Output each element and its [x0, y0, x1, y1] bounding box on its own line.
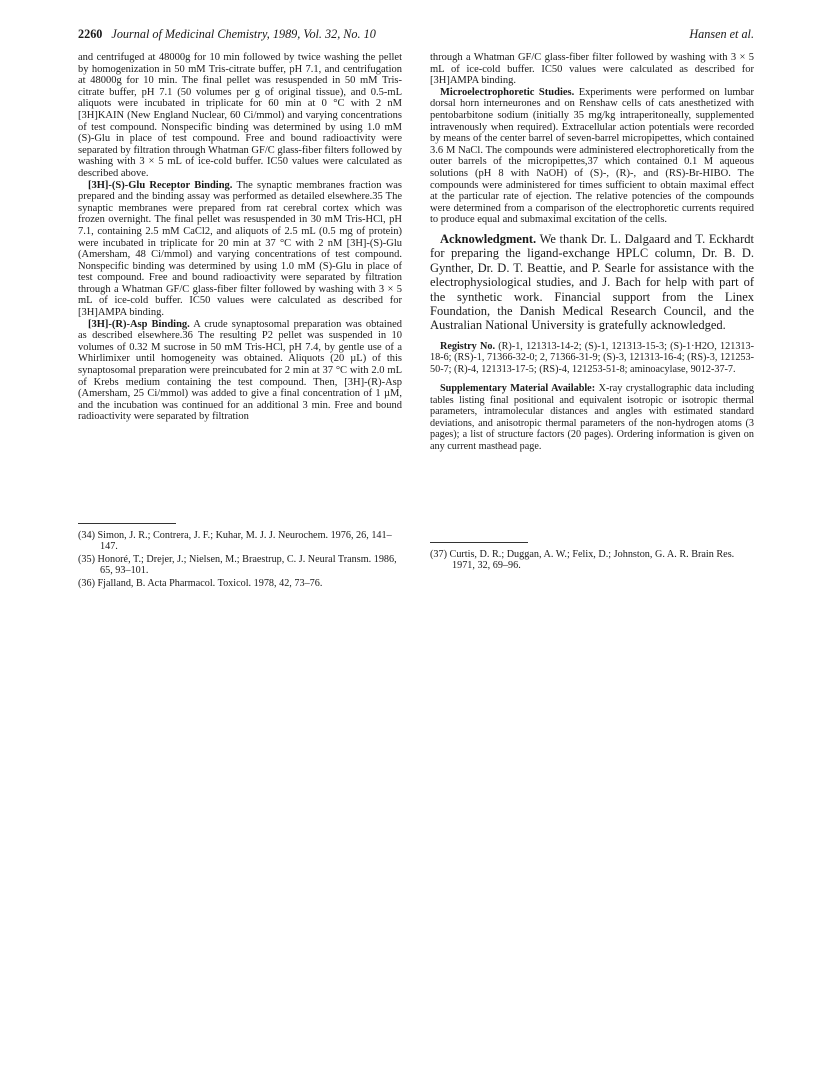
registry-paragraph	[430, 341, 754, 376]
acknowledgment-heading: Acknowledgment.	[440, 231, 537, 246]
rasp-binding-heading: [3H]-(R)-Asp Binding.	[88, 318, 190, 330]
rasp-binding-paragraph-end: through a Whatman GF/C glass-fiber filter followed by washing with 3 × 5 mL of ice-cold buffer. IC50 values were calculated as described for [3H]AMPA binding.	[430, 52, 754, 87]
footnotes-right	[430, 542, 754, 573]
reference-34: (34) Simon, J. R.; Contrera, J. F.; Kuhar, M. J. J. Neurochem. 1976, 26, 141–147.	[78, 530, 392, 553]
acknowledgment-text: We thank Dr. L. Dalgaard and T. Eckhardt for preparing the ligand-exchange HPLC column, Dr. B. D. Gynther, Dr. D. T. Beattie, and P. Searle for assistance with the electrophysiological studies, and J. Bach for help with part of the synthetic work. Financial support from the Linex Foundation, the Danish Medical Research Council, and the Australian National University is gratefully acknowledged.	[430, 231, 754, 333]
reference-35: (35) Honoré, T.; Drejer, J.; Nielsen, M.; Braestrup, C. J. Neural Transm. 1986, 65, 93–101.	[78, 553, 397, 577]
running-authors: Hansen et al.	[689, 27, 754, 41]
footnote-rule	[430, 542, 528, 543]
left-column	[78, 52, 402, 423]
page-number: 2260	[78, 27, 103, 41]
registry-heading: Registry No.	[440, 340, 495, 352]
sglu-binding-paragraph	[78, 180, 402, 319]
acknowledgment-paragraph	[430, 232, 754, 333]
footnotes-left	[78, 523, 402, 590]
rasp-binding-paragraph	[78, 319, 402, 423]
reference-37: (37) Curtis, D. R.; Duggan, A. W.; Felix, D.; Johnston, G. A. R. Brain Res. 1971, 32, 69–96.	[430, 549, 735, 572]
supplementary-text: X-ray crystallographic data including tables listing final positional and equivalent isotropic or isotropic thermal parameters, intramolecular distances and angles with estimated standard deviations, and anisotropic thermal parameters of the non-hydrogen atoms (3 pages); a list of structure factors (20 pages). Ordering information is given on any current masthead page.	[430, 383, 754, 452]
microelectrophoretic-heading: Microelectrophoretic Studies.	[440, 86, 575, 98]
registry-text: (R)-1, 121313-14-2; (S)-1, 121313-15-3; (S)-1·H2O, 121313-18-6; (RS)-1, 71366-32-0; 2, 71366-31-9; (S)-3, 121313-16-4; (RS)-3, 121253-50-7; (R)-4, 121313-17-5; (RS)-4, 121253-51-8; aminoacylase, 9012-37-7.	[430, 340, 755, 375]
page-header	[78, 27, 754, 42]
kain-binding-paragraph-end: and centrifuged at 48000g for 10 min followed by twice washing the pellet by homogenization in 50 mM Tris-citrate buffer, pH 7.1, and centrifugation at 48000g for 10 min. The final pellet was resuspended in 50 mM Tris-citrate buffer, pH 7.1 (50 volumes per g of original tissue), and 0.5-mL aliquots were incubated in triplicate for 60 min at 0 °C with 2 nM [3H]KAIN (New England Nuclear, 60 Ci/mmol) and varying concentrations of test compound. Nonspecific binding was determined by using 1.0 mM (S)-Glu in place of test compound. Free and bound radioactivity were separated by filtration through Whatman GF/C glass-fiber filters followed by washing with 3 × 5 mL of ice-cold buffer. IC50 values were calculated as described above.	[78, 52, 402, 179]
sglu-binding-text: The synaptic membranes fraction was prepared and the binding assay was performed as detailed elsewhere.35 The synaptic membranes were prepared from rat cerebral cortex which was frozen overnight. The final pellet was resuspended in 30 mM Tris-HCl, pH 7.1, containing 2.5 mM CaCl2, and aliquots of 2.5 mL (0.5 mg of protein) were incubated in triplicate for 20 min at 37 °C with 2 nM [3H]-(S)-Glu (Amersham, 48 Ci/mmol) and varying concentrations of test compound. Nonspecific binding was determined by using 1.0 mM (S)-Glu in place of test compound. Free and bound radioactivity were separated by filtration through a Whatman GF/C glass-fiber filter followed by washing with 3 × 5 mL of ice-cold buffer. IC50 values were calculated as described for [3H]AMPA binding.	[78, 179, 402, 319]
supplementary-paragraph	[430, 383, 754, 452]
footnote-rule	[78, 523, 176, 524]
reference-36: (36) Fjalland, B. Acta Pharmacol. Toxicol. 1978, 42, 73–76.	[78, 577, 323, 589]
journal-citation: Journal of Medicinal Chemistry, 1989, Vol. 32, No. 10	[111, 27, 376, 41]
sglu-binding-heading: [3H]-(S)-Glu Receptor Binding.	[88, 179, 233, 191]
supplementary-heading: Supplementary Material Available:	[440, 383, 596, 395]
microelectrophoretic-text: Experiments were performed on lumbar dorsal horn interneurones and on Renshaw cells of cats anesthetized with pentobarbitone sodium (initially 35 mg/kg intraperitoneally, supplemented intravenously when required). Extracellular action potentials were recorded by means of the center barrel of seven-barrel micropipettes, which contained 3.6 M NaCl. The compounds were administered electrophoretically from the outer barrels of the micropipettes,37 which contained 0.1 M aqueous solutions (pH 8 with NaOH) of (S)-, (R)-, and (RS)-Br-HIBO. The compounds were administered for times sufficient to obtain maximal effect at the particular rate of ejection. The relative potencies of the compounds were determined from a comparison of the electrophoretic currents required to produce equal and submaximal excitation of the cells.	[430, 86, 754, 226]
rasp-binding-text: A crude synaptosomal preparation was obtained as described elsewhere.36 The resulting P2 pellet was suspended in 10 volumes of 0.32 M sucrose in 50 mM Tris-HCl, pH 7.4, by gentle use of a Whirlimixer until homogeneity was obtained. Aliquots (20 µL) of this synaptosomal preparation were preincubated for 2 min at 37 °C with 2.0 mL of Krebs medium containing the test compound. Then, [3H]-(R)-Asp (Amersham, 25 Ci/mmol) was added to give a final concentration of 1 µM, and the incubation was continued for an additional 3 min. Free and bound radioactivity were separated by filtration	[78, 318, 403, 423]
right-column	[430, 52, 754, 452]
microelectrophoretic-paragraph	[430, 87, 754, 226]
